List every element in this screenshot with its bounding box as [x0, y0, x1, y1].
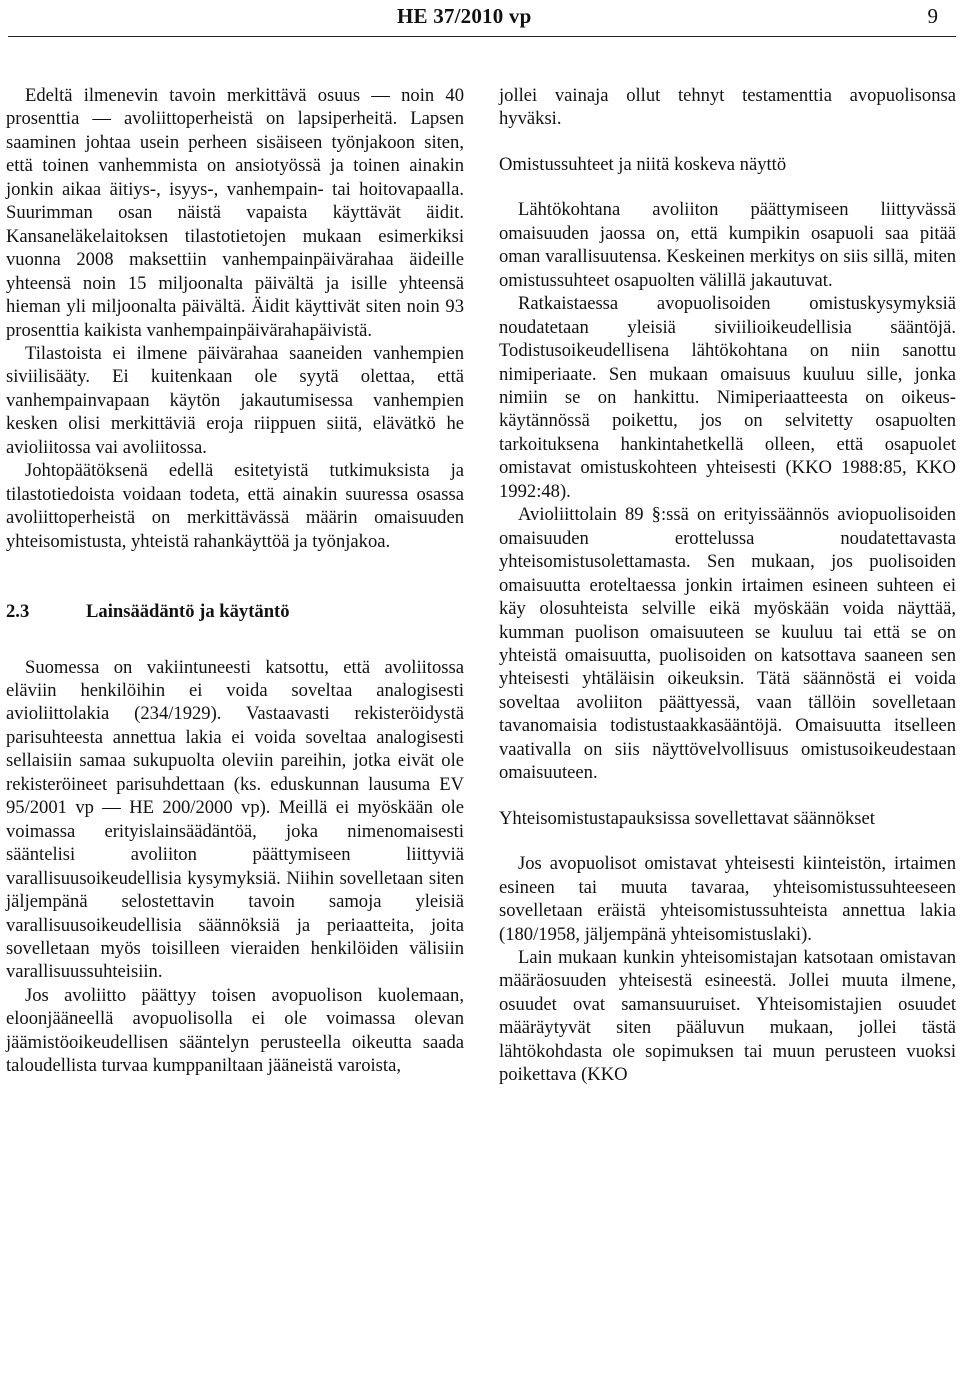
left-column: [6, 84, 464, 1078]
paragraph: Suomessa on vakiintuneesti katsottu, että avoliitossa eläviin henkilöihin ei voida soveltaa analogisesti avioliittolakia (234/1929). Vastaavasti rekisteröidystä parisuhteesta annettua lakia ei voida soveltaa analogisesti sellaisiin samaa sukupuolta oleviin pareihin, jotka eivät ole rekisteröineet parisuhdettaan (ks. eduskunnan lausuma EV 95/2001 vp — HE 200/2000 vp). Meillä ei myöskään ole voimassa erityislainsäädäntöä, joka nimenomaisesti sääntelisi avoliiton päättymiseen liittyviä varallisuusoikeudellisia kysymyksiä. Niihin sovelletaan siten jäljempänä selostettavin tavoin samoja yleisiä varallisuusoikeudellisia säännöksiä ja periaatteita, joita sovelletaan myös toisilleen vieraiden henkilöiden välisiin varallisuussuhteisiin.: [6, 656, 464, 983]
header-rule: [8, 36, 956, 37]
paragraph: Lain mukaan kunkin yhteisomistajan katsotaan omistavan määräosuuden yhteisestä esineestä. Jollei muuta ilmene, osuudet ovat samansuuruiset. Yhteisomistajien osuudet määräytyvät siten pääluvun mukaan, jollei tästä lähtökohdasta ole sopimuksen tai muun perusteen vuoksi poikettava (KKO: [499, 946, 956, 1086]
spacer: [6, 553, 464, 600]
document-id: HE 37/2010 vp: [397, 4, 532, 28]
right-column: [499, 84, 956, 1087]
paragraph: Johtopäätöksenä edellä esitetyistä tutkimuksista ja tilastotiedoista voidaan todeta, että ainakin suuressa osassa avoliittoperheistä on merkittävässä määrin omaisuuden yhteisomistusta, yhteistä rahankäyttöä ja työnjakoa.: [6, 460, 464, 552]
paragraph: Ratkaistaessa avopuolisoiden omistuskysymyksiä noudatetaan yleisiä siviilioikeudellisia sääntöjä. Todistusoikeudellisena lähtökohtana on niin sanottu nimiperiaate. Sen mukaan omaisuus kuuluu sille, jonka nimiin se on hankittu. Nimiperiaatteesta on oikeuskäytännössä poikettu, jos on selvitetty osapuolten tarkoituksena hankintahetkellä olleen, että osapuolet omistavat omistuskohteen yhteisesti (KKO 1988:85, KKO 1992:48).: [499, 293, 956, 502]
page-header: [0, 0, 960, 34]
spacer: [6, 624, 464, 656]
paragraph: jollei vainaja ollut tehnyt testamenttia avopuolisonsa hyväksi.: [499, 85, 956, 130]
section-title: Lainsäädäntö ja käytäntö: [86, 601, 290, 623]
section-number: 2.3: [6, 601, 30, 623]
paragraph: Edeltä ilmenevin tavoin merkittävä osuus — noin 40 prosenttia — avoliittoperheistä on lapsiperheitä. Lapsen saaminen johtaa usein perheen sisäiseen työnjakoon siten, että toinen vanhemmista on ansiotyössä ja toinen ainakin jonkin aikaa äitiys-, isyys-, vanhempain- tai hoitovapaalla. Suurimman osan näistä vapaista käyttävät äidit. Kansaneläkelaitoksen tilastotietojen mukaan esimerkiksi vuonna 2008 maksettiin vanhempainpäivärahaa äideille yhteensä noin 15 miljoonalta päivältä ja isille yhteensä hieman yli miljoonalta päivältä. Äidit käyttivät siten noin 93 prosenttia kaikista vanhempainpäivärahapäivistä.: [6, 85, 464, 341]
paragraph: Jos avopuolisot omistavat yhteisesti kiinteistön, irtaimen esineen tai muuta tavaraa, yhteisomistussuhteeseen sovelletaan eräistä yhteisomistussuhteista annettua lakia (180/1958, jäljempänä yhteisomistuslaki).: [499, 853, 956, 945]
subheading: Omistussuhteet ja niitä koskeva näyttö: [499, 153, 787, 175]
paragraph: Tilastoista ei ilmene päivärahaa saaneiden vanhempien siviilisääty. Ei kuitenkaan ole syytä olettaa, että vanhempainvapaan käytön jakautumisessa vanhempien kesken olisi merkittäviä eroja riippuen siitä, elävätkö he avioliitossa vai avoliitossa.: [6, 342, 464, 458]
spacer: [499, 785, 956, 807]
page-number: 9: [927, 4, 938, 28]
spacer: [499, 830, 956, 852]
paragraph: Lähtökohtana avoliiton päättymiseen liittyvässä omaisuuden jaossa on, että kumpikin osapuoli saa pitää oman varallisuutensa. Keskeinen merkitys on siis sillä, miten omistussuhteet osapuolten välillä jakautuvat.: [499, 199, 956, 291]
paragraph: Avioliittolain 89 §:ssä on erityissäännös aviopuolisoiden omaisuuden erottelussa noudatettavasta yhteisomistusolettamasta. Sen mukaan, jos puolisoiden omaisuutta eroteltaessa jonkin irtaimen esineen suhteen ei käy olosuhteista selville eikä myöskään voida näyttää, kumman puolison omaisuuteen se kuuluu tai että se on yhteistä omaisuutta, puolisoiden on katsottava saaneen sen yhteisesti yhtäläisin oikeuksin. Tätä säännöstä ei voida soveltaa avoliiton päättyessä, vaan tällöin sovelletaan tavanomaisia todistustaakkasääntöjä. Omaisuutta itselleen vaativalla on siis näyttövelvollisuus omistusoikeudestaan omaisuuteen.: [499, 504, 956, 784]
spacer: [499, 131, 956, 153]
paragraph: Jos avoliitto päättyy toisen avopuolison kuolemaan, eloonjääneellä avopuolisolla ei ole voimassa olevan jäämistöoikeudellisen sääntelyn perusteella oikeutta saada taloudellista turvaa kumppaniltaan jääneistä varoista,: [6, 984, 464, 1077]
spacer: [499, 176, 956, 198]
section-heading: [6, 600, 464, 623]
subheading: Yhteisomistustapauksissa sovellettavat säännökset: [499, 807, 875, 829]
